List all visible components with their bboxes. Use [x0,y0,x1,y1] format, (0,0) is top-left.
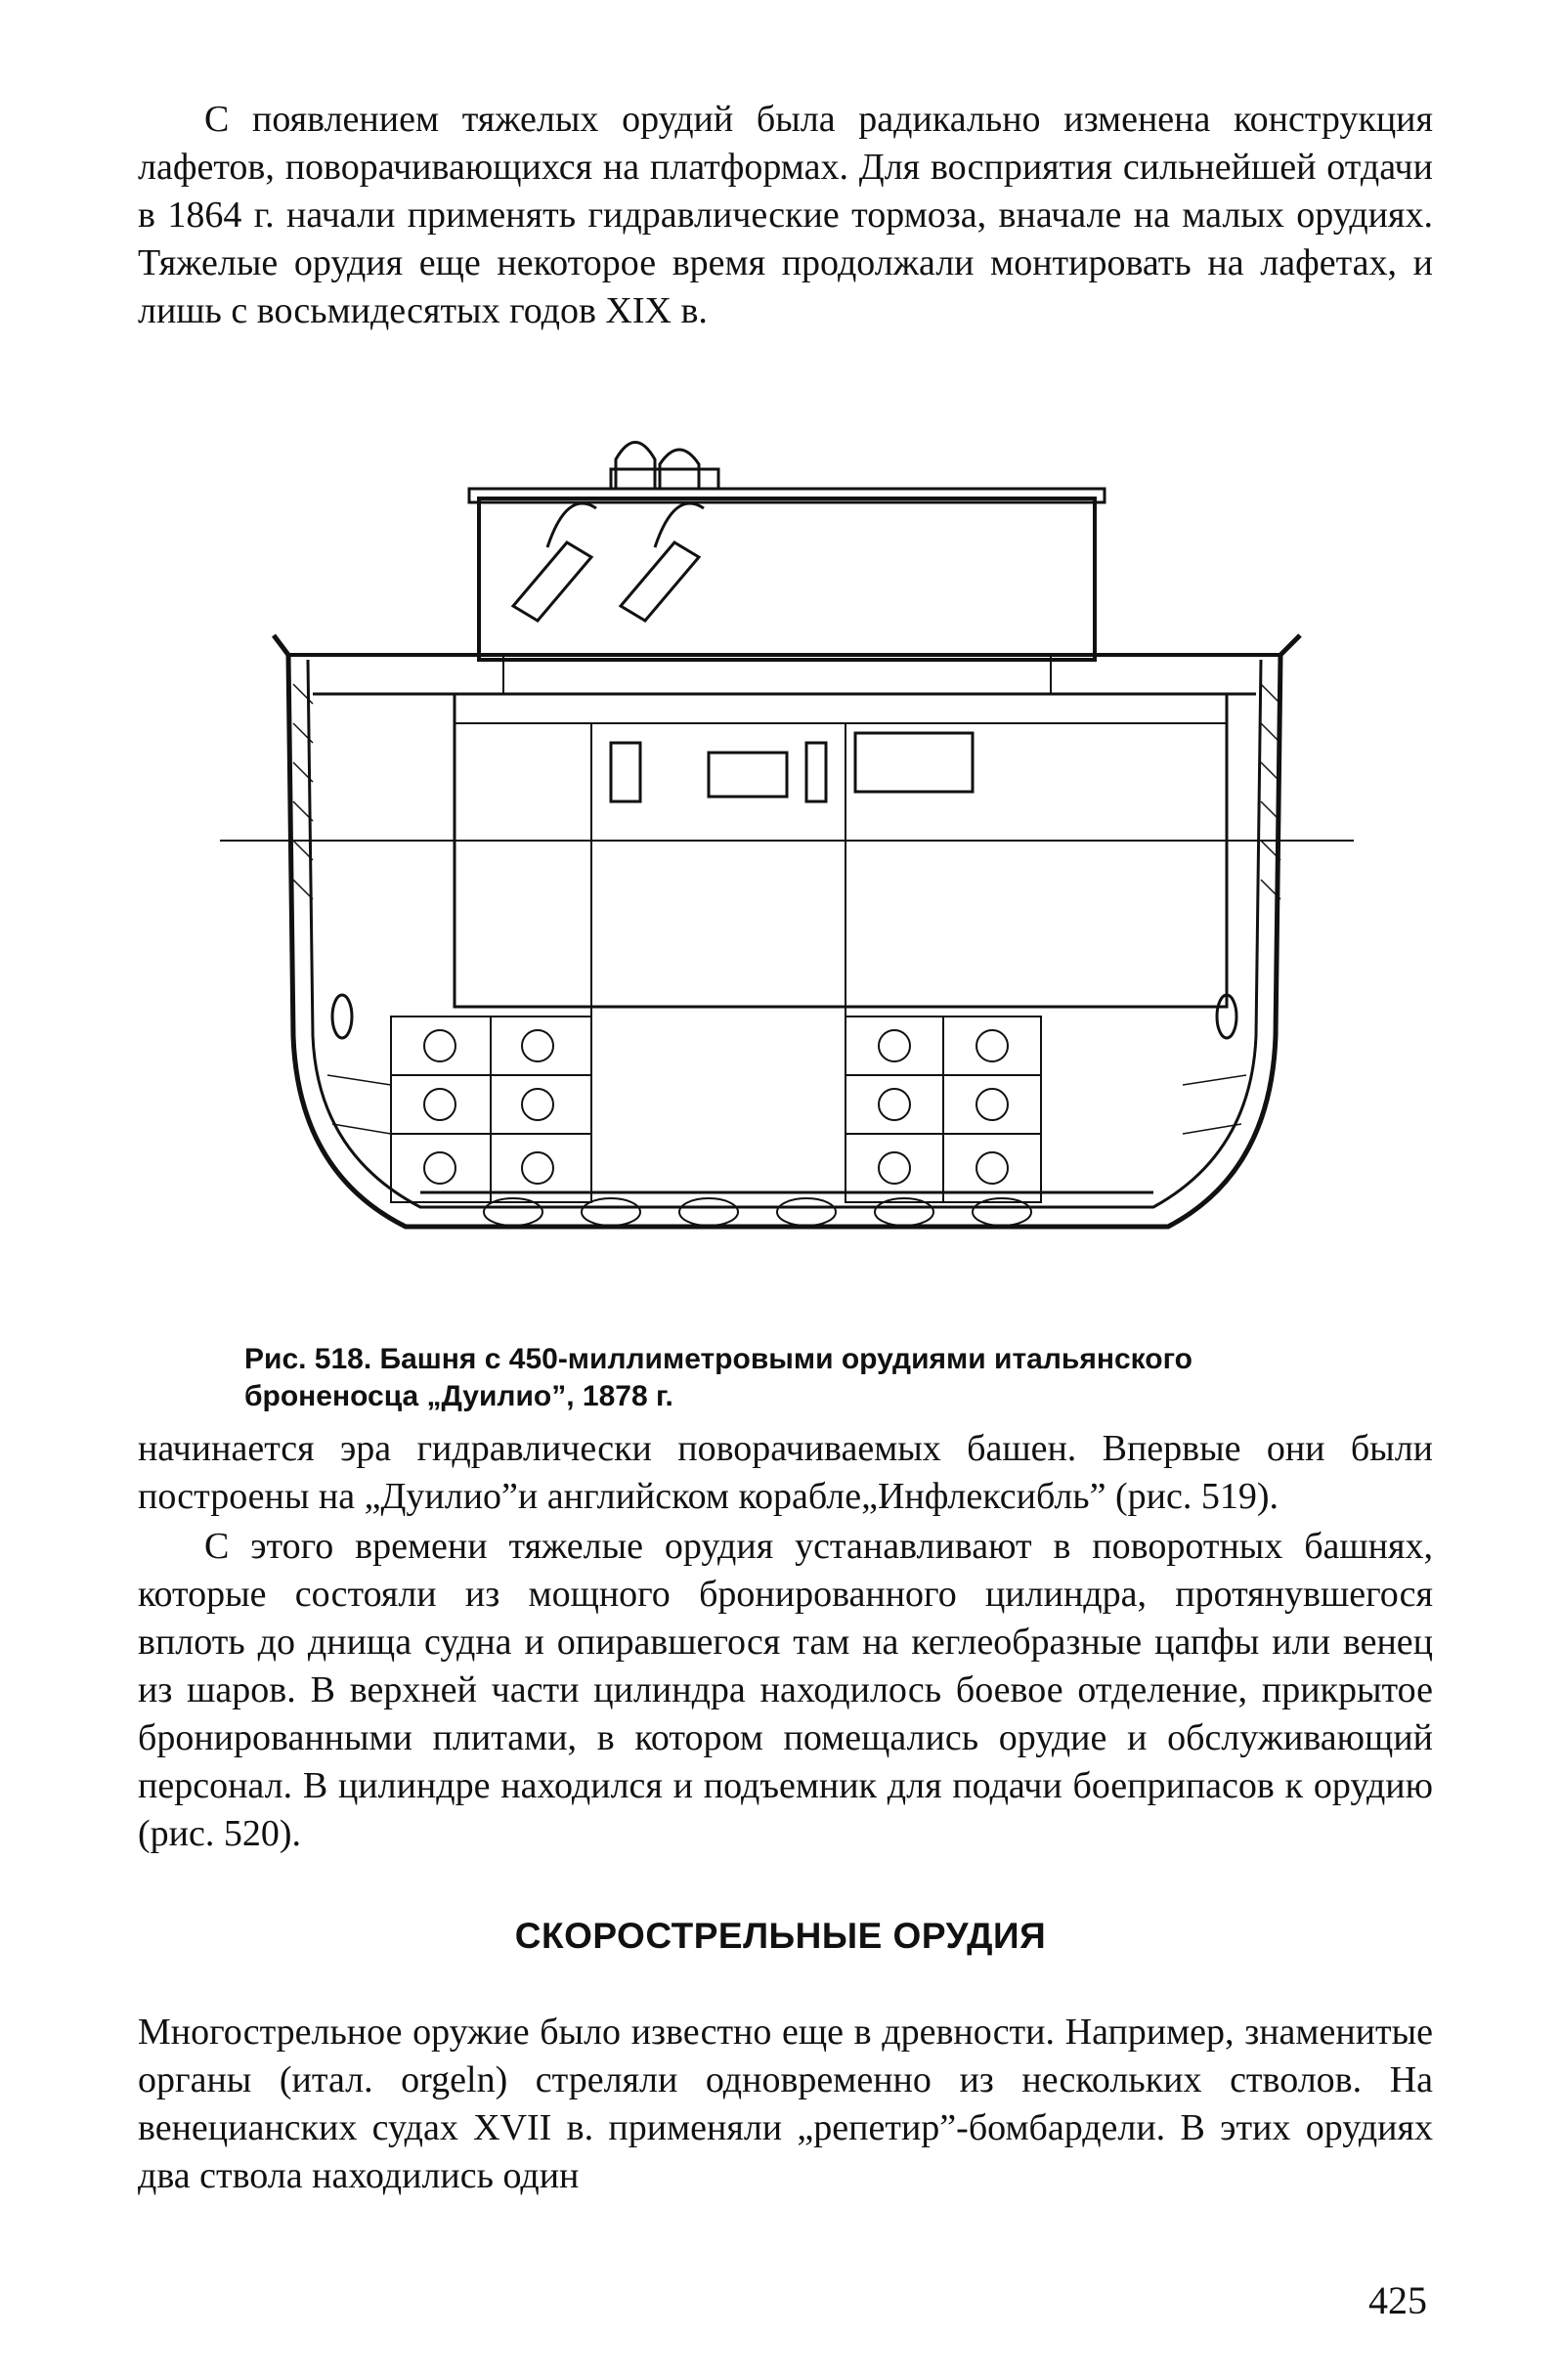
paragraph-4: Многострельное оружие было известно еще в древности. Например, знаменитые органы (итал. orgeln) стреляли одновременно из нескольких стволов. На венецианских судах XVII в. применяли „репетир”-бомбардели. В этих орудиях два ствола находились один [138,2012,1433,2196]
figure-caption: Рис. 518. Башня с 450-миллиметровыми орудиями итальянского броненосца „Дуилио”, 1878 г. [244,1343,1193,1412]
ship-turret-cross-section-figure [220,411,1354,1271]
turret-drawing [220,411,1354,1271]
section-heading: СКОРОСТРЕЛЬНЫЕ ОРУДИЯ [514,1916,1047,1956]
page-number: 425 [1368,2278,1427,2322]
paragraph-3: С этого времени тяжелые орудия устанавливают в поворотных башнях, которые состояли из мощного бронированного цилиндра, протянувшегося вплоть до днища судна и опиравшегося там на кеглеобразные цапфы или венец из шаров. В верхней части цилиндра находилось боевое отделение, прикрытое бронированными плитами, в котором помещались орудие и обслуживающий персонал. В цилиндре находился и подъемник для подачи боеприпасов к орудию (рис. 520). [138,1526,1433,1854]
paragraph-1: С появлением тяжелых орудий была радикально изменена конструкция лафетов, поворачивающихся на платформах. Для восприятия сильнейшей отдачи в 1864 г. начали применять гидравлические тормоза, вначале на малых орудиях. Тяжелые орудия еще некоторое время продолжали монтировать на лафетах, и лишь с восьмидесятых годов XIX в. [138,99,1433,331]
paragraph-2: начинается эра гидравлически поворачиваемых башен. Впервые они были построены на „Дуилио”и английском корабле„Инфлексибль” (рис. 519). [138,1428,1433,1517]
